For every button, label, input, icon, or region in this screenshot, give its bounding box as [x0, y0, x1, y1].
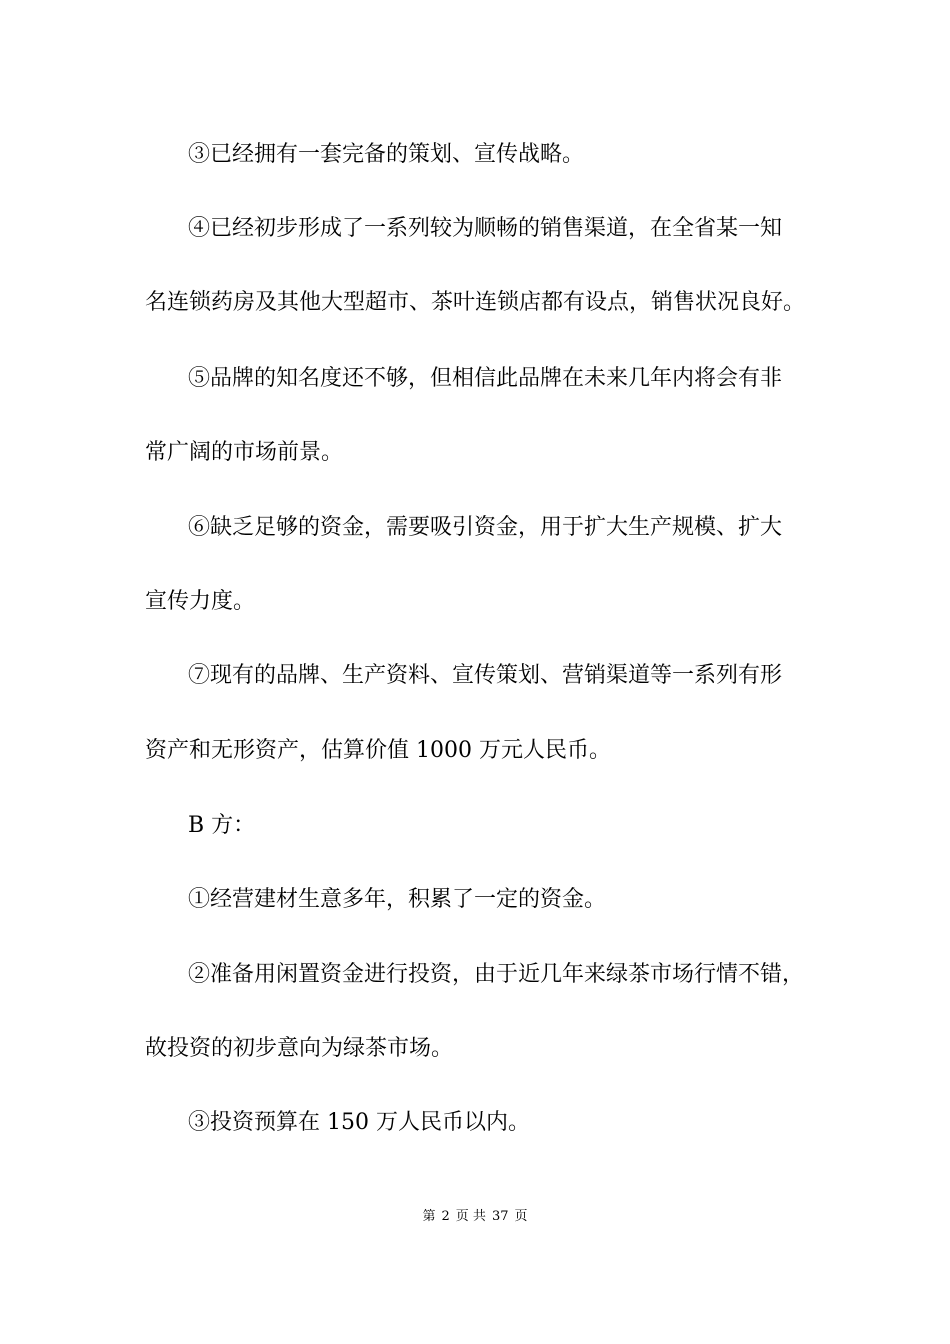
paragraph-line: ⑦现有的品牌、生产资料、宣传策划、营销渠道等一系列有形 [188, 663, 783, 688]
paragraph-line: ②准备用闲置资金进行投资，由于近几年来绿茶市场行情不错， [188, 962, 805, 987]
paragraph-line: ⑥缺乏足够的资金，需要吸引资金，用于扩大生产规模、扩大 [188, 515, 783, 540]
paragraph-line: ⑤品牌的知名度还不够，但相信此品牌在未来几年内将会有非 [188, 366, 783, 391]
current-page-number: 2 [441, 1209, 450, 1224]
paragraph-line: 资产和无形资产，估算价值 1000 万元人民币。 [145, 738, 611, 763]
footer-middle: 页 共 [455, 1209, 486, 1224]
footer-prefix: 第 [422, 1209, 436, 1224]
paragraph-line: 故投资的初步意向为绿茶市场。 [145, 1036, 454, 1061]
total-page-number: 37 [491, 1209, 509, 1224]
paragraph-line: ③投资预算在 150 万人民币以内。 [188, 1110, 530, 1135]
paragraph-line: ①经营建材生意多年，积累了一定的资金。 [188, 887, 607, 912]
paragraph-line: ④已经初步形成了一系列较为顺畅的销售渠道，在全省某一知 [188, 216, 783, 241]
section-label: B 方： [188, 813, 256, 838]
footer-suffix: 页 [514, 1209, 528, 1224]
paragraph-line: 常广阔的市场前景。 [145, 440, 344, 465]
paragraph-line: ③已经拥有一套完备的策划、宣传战略。 [188, 142, 585, 167]
paragraph-line: 宣传力度。 [145, 589, 256, 614]
paragraph-line: 名连锁药房及其他大型超市、茶叶连锁店都有设点，销售状况良好。 [145, 290, 806, 315]
page-footer [0, 1208, 950, 1226]
